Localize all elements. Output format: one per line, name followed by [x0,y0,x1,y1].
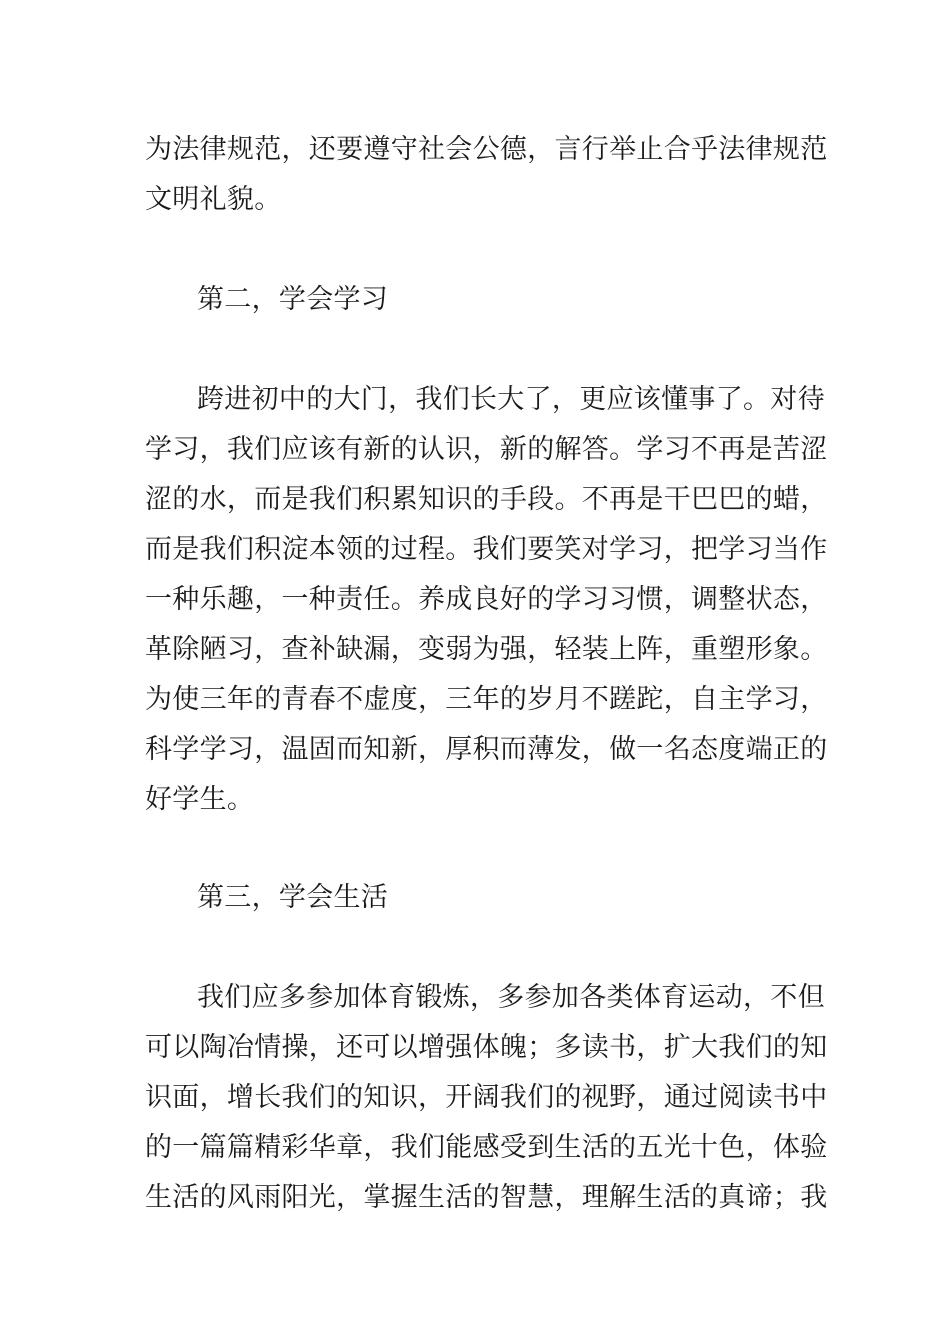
text-line: 而是我们积淀本领的过程。我们要笑对学习，把学习当作 [145,534,828,565]
text-line: 跨进初中的大门，我们长大了，更应该懂事了。对待 [197,384,825,415]
text-line: 涩的水，而是我们积累知识的手段。不再是干巴巴的蜡， [145,484,828,515]
text-line: 生活的风雨阳光，掌握生活的智慧，理解生活的真谛；我 [145,1182,828,1213]
text-line: 识面，增长我们的知识，开阔我们的视野，通过阅读书中 [145,1082,828,1113]
text-line: 科学学习，温固而知新，厚积而薄发，做一名态度端正的 [145,734,828,765]
text-line: 的一篇篇精彩华章，我们能感受到生活的五光十色，体验 [145,1132,828,1163]
text-line: 一种乐趣，一种责任。养成良好的学习习惯，调整状态， [145,584,828,615]
text-line: 我们应多参加体育锻炼，多参加各类体育运动，不但 [197,982,825,1013]
section-heading: 第二，学会学习 [197,284,389,315]
text-line: 革除陋习，查补缺漏，变弱为强，轻装上阵，重塑形象。 [145,634,828,665]
section-heading: 第三，学会生活 [197,882,389,913]
text-line: 学习，我们应该有新的认识，新的解答。学习不再是苦涩 [145,434,828,465]
text-line: 好学生。 [145,784,255,815]
text-line: 文明礼貌。 [145,184,282,215]
text-line: 为法律规范，还要遵守社会公德，言行举止合乎法律规范 [145,134,828,165]
text-line: 可以陶冶情操，还可以增强体魄；多读书，扩大我们的知 [145,1032,828,1063]
text-line: 为使三年的青春不虚度，三年的岁月不蹉跎，自主学习， [145,684,828,715]
